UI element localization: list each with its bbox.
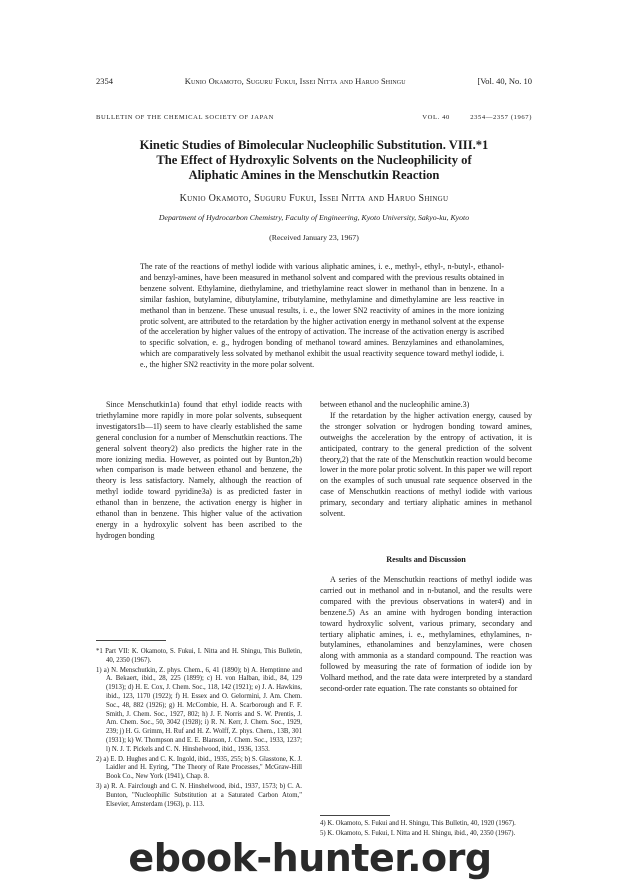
- footnote: 3) a) R. A. Fairclough and C. N. Hinshelwood, ibid., 1937, 1573; b) C. A. Bunton, "Nucleophilic Substitution at a Saturated Carbon Atom," Elsevier, Amsterdam (1963), p. 113.: [96, 782, 302, 808]
- article-title: [96, 138, 532, 183]
- body-left-column: [96, 400, 302, 542]
- footnote: *1 Part VII: K. Okamoto, S. Fukui, I. Nitta and H. Shingu, This Bulletin, 40, 2350 (1967).: [96, 648, 302, 664]
- title-line-1: Kinetic Studies of Bimolecular Nucleophilic Substitution. VIII.*1: [139, 138, 489, 152]
- footnote: 1) a) N. Menschutkin, Z. phys. Chem., 6, 41 (1890); b) A. Hemptinne and A. Bekaert, ibid., 28, 225 (1899); c) H. von Halban, ibid., 84, 129 (1913); d) H. E. Cox, J. Chem. Soc., 118, 142 (1921); e) J. A. Hawkins, ibid., 123, 1170 (1922); f) H. Essex and O. Gelormini, J. Am. Chem. Soc., 48, 882 (1926); g) H. McCombie, H. A. Scarborough and F. F. Smith, J. Chem. Soc., 1927, 802; h) J. F. Norris and S. W. Prentis, J. Am. Chem. Soc., 50, 3042 (1928); i) R. N. Kerr, J. Chem. Soc., 1929, 239; j) H. G. Grimm, H. Ruf and H. Z. Wolff, Z. phys. Chem., 13B, 301 (1931); k) W. Thompson and E. E. Blanson, J. Chem. Soc., 1933, 1237; l) N. J. T. Pickels and C. N. Hinshelwood, ibid., 1936, 1353.: [96, 666, 302, 753]
- journal-pages: 2354—2357 (1967): [470, 114, 532, 121]
- received-date: (Received January 23, 1967): [269, 233, 359, 242]
- body-right-column-continued: [320, 575, 532, 695]
- watermark-text: ebook-hunter.org: [128, 836, 492, 880]
- page-number: 2354: [96, 76, 113, 86]
- footnote: 2) a) E. D. Hughes and C. K. Ingold, ibid., 1935, 255; b) S. Glasstone, K. J. Laidler and H. Eyring, "The Theory of Rate Processes," McGraw-Hill Book Co., New York (1941), Chap. 8.: [96, 755, 302, 781]
- footnote-rule: [320, 815, 390, 816]
- footnotes-left: [96, 648, 302, 810]
- body-paragraph: Since Menschutkin1a) found that ethyl iodide reacts with triethylamine more rapidly in more polar solvents, subsequent investigators1b—1l) seem to have clearly established the same general conclusion for a number of Menschutkin reactions. The general solvent theory2) also predicts the higher rate in the more ionizing media. However, as pointed out by Bunton,2b) when comparison is made between ethanol and benzene, the theory is less satisfactory. Namely, although the reaction of methyl iodide toward pyridine3a) is as predicted faster in ethanol than in benzene, the activation energy is higher in ethanol than in benzene. This higher value of the activation energy in a hydroxylic solvent has been ascribed to the hydrogen bonding: [96, 400, 302, 540]
- title-line-2: The Effect of Hydroxylic Solvents on the Nucleophilicity of: [156, 153, 472, 167]
- running-header: [96, 76, 532, 86]
- body-paragraph: If the retardation by the higher activation energy, caused by the stronger solvation or hydrogen bonding toward amines, outweighs the acceleration by the entropy of activation, it is anticipated, contrary to the general prediction of the solvent theory,2) that the rate of the Menschutkin reaction would become lower in the more polar protic solvent. In this paper we will report on the examples of such unusual rate sequence observed in the case of Menschutkin reactions of methyl iodide with various primary, secondary and tertiary aliphatic amines in methanol solvent.: [320, 410, 532, 519]
- journal-line: [96, 114, 532, 121]
- author-list: Kunio Okamoto, Suguru Fukui, Issei Nitta and Haruo Shingu: [179, 193, 449, 204]
- footnote-rule: [96, 640, 166, 641]
- abstract: The rate of the reactions of methyl iodide with various aliphatic amines, i. e., methyl-, ethyl-, n-butyl-, ethanol- and benzyl-amines, have been measured in methanol solvent and compared with the previous results obtained in benzene solvent. Ethylamine, diethylamine, and triethylamine react slower in methanol than in benzene. In a similar fashion, butylamine, dibutylamine, tributylamine, methylamine and dimethylamine are less reactive in methanol than in benzene. These unusual results, i. e., the lower SN2 reactivity of amines in the more ionizing protic solvent, are attributed to the retardation by the higher activation energy in methanol solvent at the expense of the acceleration by higher values of the entropy of activation. The increase of the activation energy is ascribed to specific solvation, e. g., hydrogen bonding of methanol toward amines. Benzylamines and ethanolamines, which are comparatively less solvated by methanol exhibit the usual reactivity sequence toward methyl iodide, i. e., the higher SN2 reactivity in the more polar solvent.: [140, 262, 504, 370]
- running-header-volume: [Vol. 40, No. 10: [477, 76, 532, 86]
- section-heading: Results and Discussion: [386, 555, 466, 564]
- journal-name: BULLETIN OF THE CHEMICAL SOCIETY OF JAPAN: [96, 114, 274, 121]
- footnote: 5) K. Okamoto, S. Fukui, I. Nitta and H. Shingu, ibid., 40, 2350 (1967).: [320, 829, 516, 837]
- body-paragraph: between ethanol and the nucleophilic amine.3): [320, 400, 470, 409]
- body-right-column: [320, 400, 532, 520]
- title-line-3: Aliphatic Amines in the Menschutkin Reaction: [188, 168, 440, 182]
- affiliation: Department of Hydrocarbon Chemistry, Faculty of Engineering, Kyoto University, Sakyo-ku, Kyoto: [158, 213, 470, 222]
- running-header-authors: Kunio Okamoto, Suguru Fukui, Issei Nitta and Haruo Shingu: [184, 76, 406, 86]
- footnote: 4) K. Okamoto, S. Fukui and H. Shingu, This Bulletin, 40, 1920 (1967).: [320, 820, 516, 827]
- journal-volume: VOL. 40: [422, 114, 450, 121]
- body-paragraph: A series of the Menschutkin reactions of methyl iodide was carried out in methanol and in n-butanol, and the results were compared with the previous observations in water4) and in benzene.5) As an amine with hydrogen bonding interaction toward hydroxylic solvent, various primary, secondary and tertiary aliphatic amines, i. e., methylamines, ethylamines, n-butylamines, ethanolamines and benzylamines, were chosen along with ammonia as a standard compound. The reaction was followed by measuring the rate of formation of iodide ion by Volhard method, and the rate data were interpreted by a standard second-order rate equation. The rate constants so obtained for: [320, 575, 532, 694]
